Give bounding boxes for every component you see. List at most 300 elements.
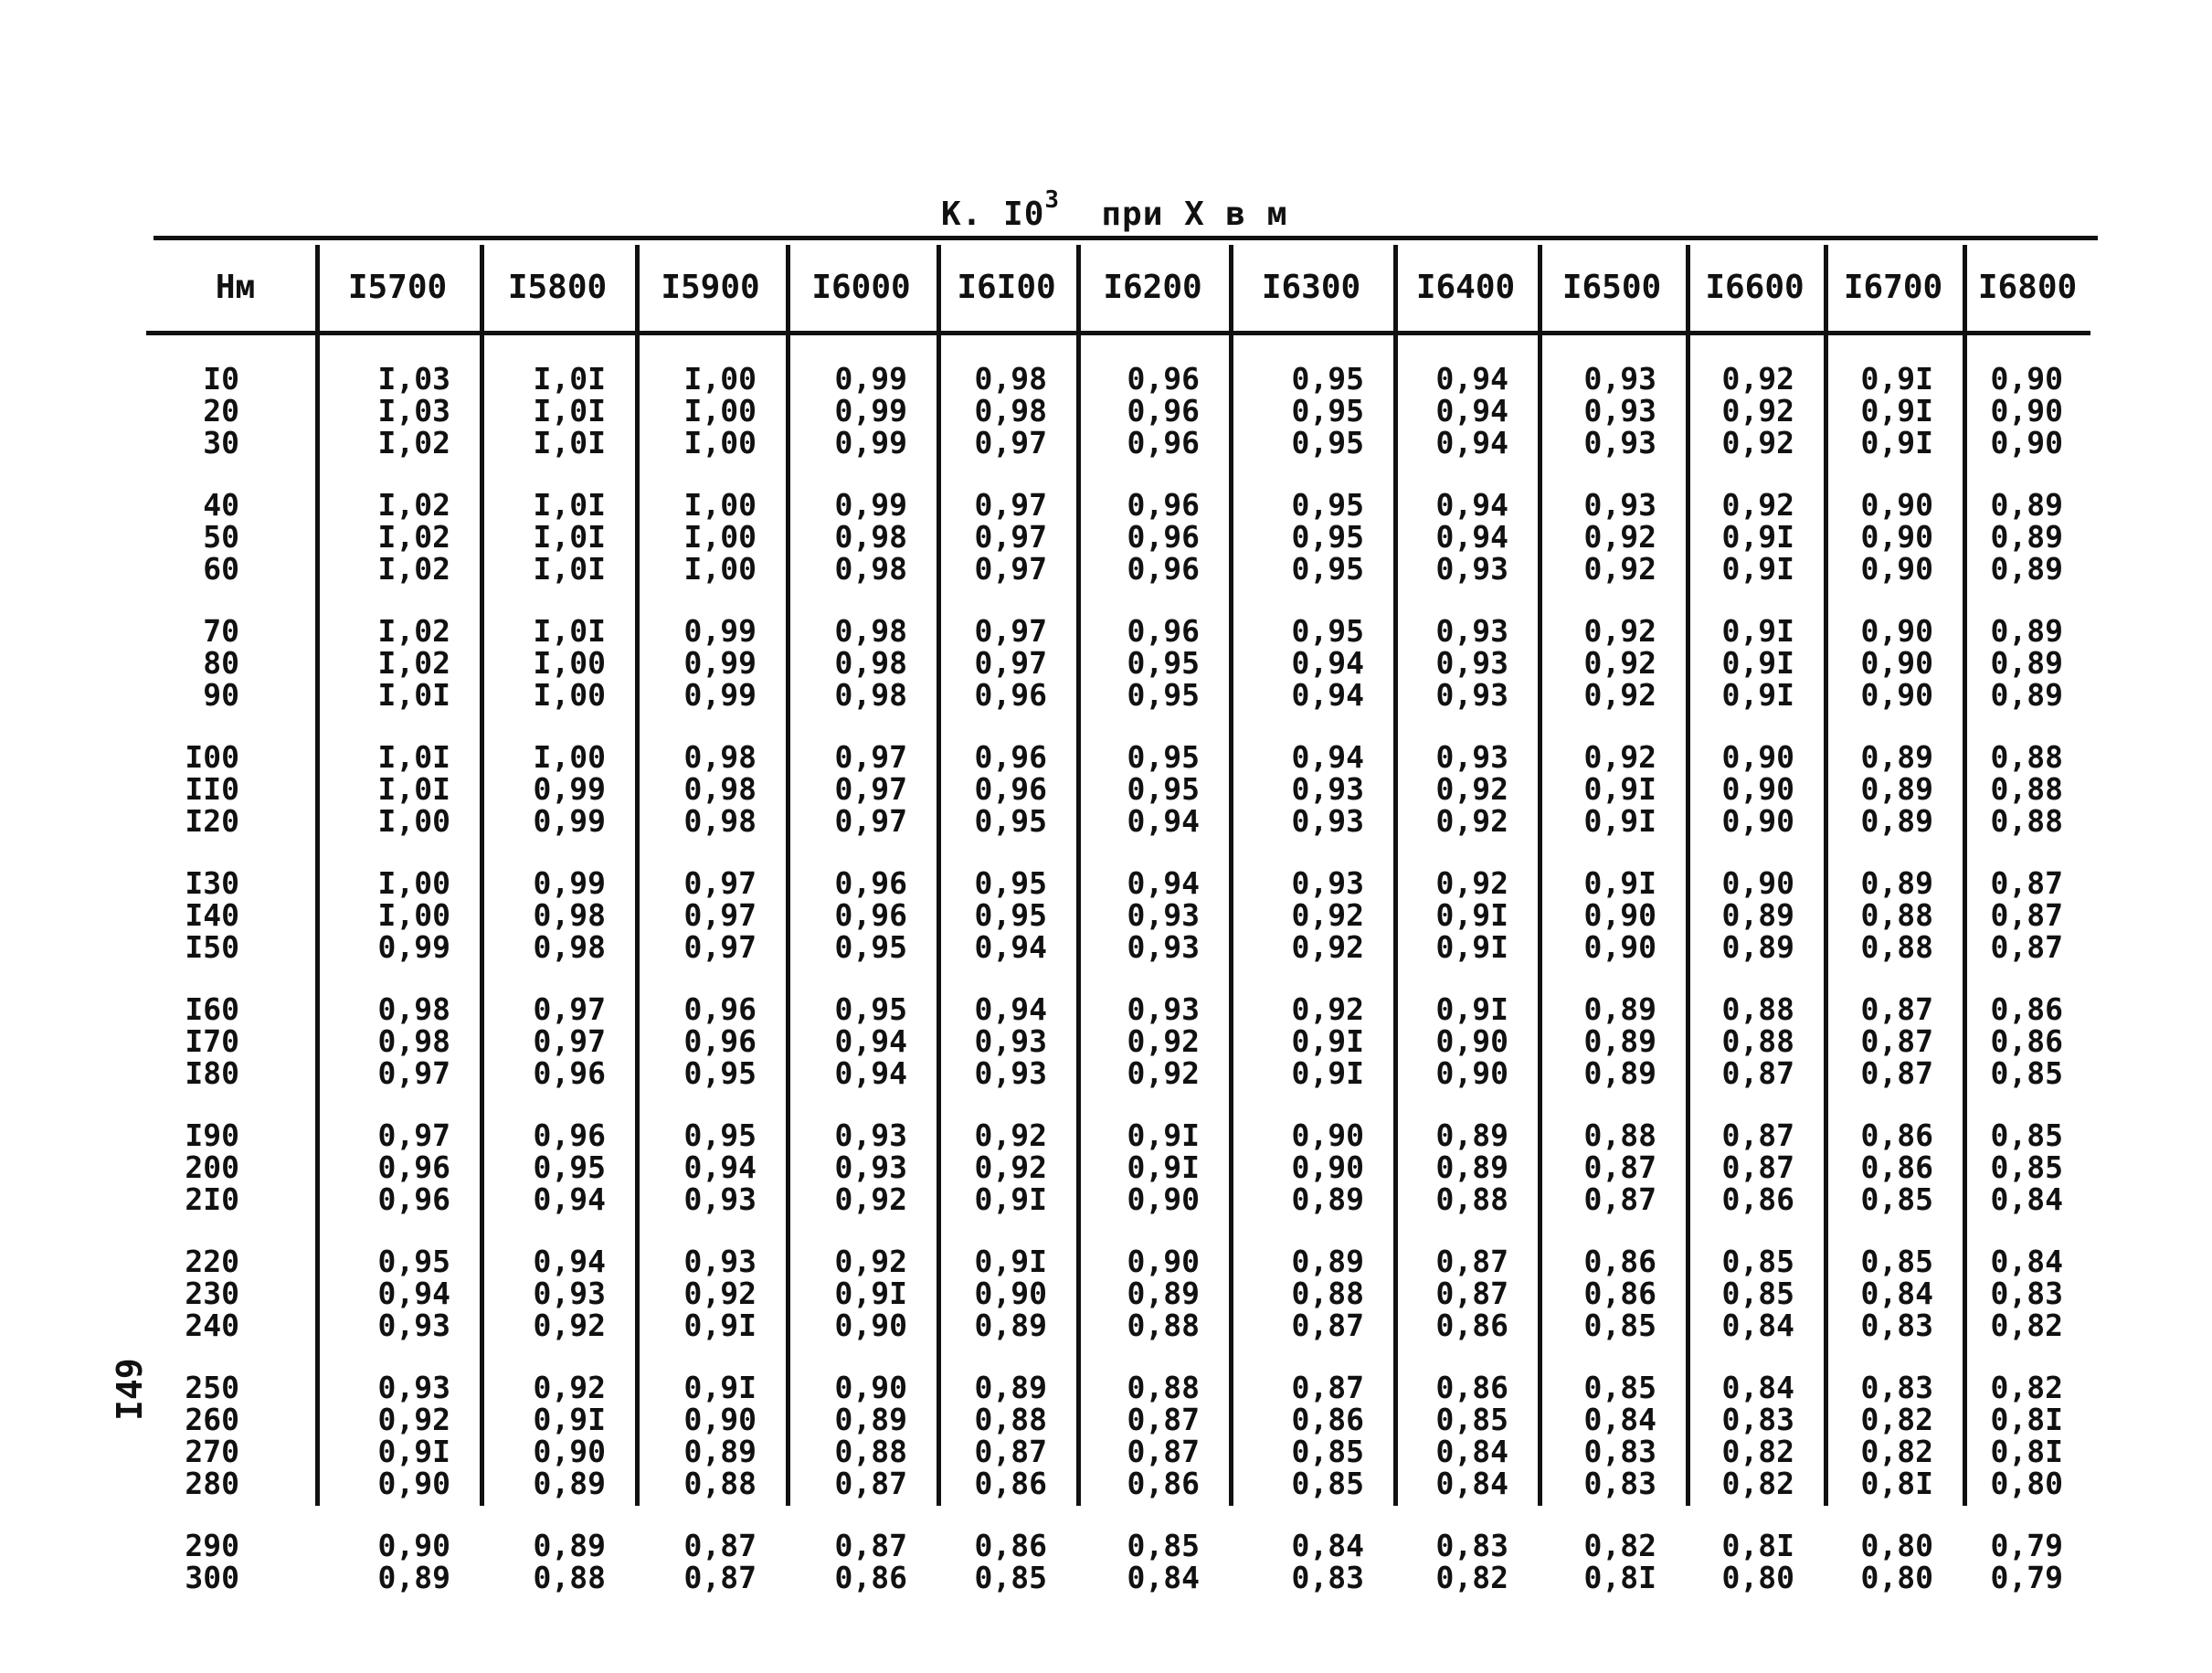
table-cell: 0,9I [1721, 677, 1794, 713]
table-cell: 0,89 [533, 1528, 606, 1563]
table-cell: 0,95 [1291, 551, 1364, 587]
table-cell: 0,84 [1721, 1308, 1794, 1343]
table-cell: 0,95 [834, 929, 907, 965]
table-cell: 0,93 [1583, 487, 1656, 523]
table-cell: 0,98 [377, 1023, 450, 1059]
table-cell: I,02 [377, 613, 450, 649]
table-cell: 0,87 [1990, 929, 2063, 965]
table-cell: 0,90 [1860, 645, 1933, 681]
table-cell: 0,97 [974, 551, 1047, 587]
table-cell: 0,79 [1990, 1560, 2063, 1595]
table-cell: I,0I [533, 425, 606, 461]
table-cell: 0,86 [1721, 1181, 1794, 1217]
table-cell: 0,96 [377, 1181, 450, 1217]
column-header: I6800 [1977, 269, 2078, 306]
table-cell: 0,93 [834, 1149, 907, 1185]
table-cell: 0,95 [1127, 677, 1200, 713]
row-height-label: 290 [185, 1528, 239, 1563]
table-cell: 0,8I [1583, 1560, 1656, 1595]
table-cell: 0,83 [1860, 1370, 1933, 1405]
table-cell: 0,90 [1990, 393, 2063, 429]
table-cell: 0,92 [1291, 929, 1364, 965]
table-cell: I,00 [683, 487, 757, 523]
table-cell: 0,82 [1583, 1528, 1656, 1563]
table-cell: 0,95 [683, 1117, 757, 1153]
table-cell: 0,93 [834, 1117, 907, 1153]
table-cell: 0,93 [974, 1023, 1047, 1059]
table-cell: 0,90 [1127, 1244, 1200, 1279]
table-cell: I,0I [533, 361, 606, 397]
table-cell: 0,86 [974, 1466, 1047, 1501]
row-height-label: 60 [203, 551, 239, 587]
table-cell: 0,97 [974, 613, 1047, 649]
table-cell: 0,85 [1435, 1402, 1508, 1437]
row-height-label: 90 [203, 677, 239, 713]
row-height-label: I80 [185, 1055, 239, 1091]
table-cell: 0,99 [533, 803, 606, 839]
table-cell: 0,92 [377, 1402, 450, 1437]
row-height-label: I40 [185, 897, 239, 933]
row-height-label: 40 [203, 487, 239, 523]
row-height-label: 260 [185, 1402, 239, 1437]
table-cell: 0,99 [683, 645, 757, 681]
table-cell: I,03 [377, 361, 450, 397]
table-cell: 0,92 [1721, 487, 1794, 523]
table-cell: 0,9I [683, 1370, 757, 1405]
table-cell: 0,96 [377, 1149, 450, 1185]
table-cell: 0,90 [1860, 487, 1933, 523]
table-cell: 0,93 [1435, 613, 1508, 649]
table-cell: 0,87 [974, 1434, 1047, 1469]
table-cell: 0,94 [1127, 803, 1200, 839]
table-cell: 0,79 [1990, 1528, 2063, 1563]
table-cell: I,00 [533, 739, 606, 775]
table-cell: 0,86 [1435, 1370, 1508, 1405]
table-cell: 0,97 [834, 739, 907, 775]
table-cell: I,00 [683, 425, 757, 461]
table-cell: 0,90 [1583, 929, 1656, 965]
table-cell: 0,89 [1990, 677, 2063, 713]
table-cell: 0,95 [533, 1149, 606, 1185]
table-cell: 0,89 [1583, 1055, 1656, 1091]
table-cell: 0,98 [683, 771, 757, 807]
row-height-label: I60 [185, 991, 239, 1027]
table-cell: 0,90 [1721, 739, 1794, 775]
table-cell: 0,92 [834, 1244, 907, 1279]
table-cell: 0,9I [1127, 1149, 1200, 1185]
table-cell: 0,90 [1721, 865, 1794, 901]
table-cell: 0,93 [974, 1055, 1047, 1091]
table-cell: I,02 [377, 519, 450, 555]
table-cell: 0,87 [1721, 1055, 1794, 1091]
table-cell: 0,96 [683, 1023, 757, 1059]
table-cell: 0,9I [1435, 897, 1508, 933]
table-cell: I,02 [377, 645, 450, 681]
table-cell: I,0I [533, 613, 606, 649]
table-cell: 0,86 [1127, 1466, 1200, 1501]
caption-suffix: при X в м [1060, 196, 1288, 233]
table-cell: 0,98 [533, 897, 606, 933]
table-cell: 0,93 [1435, 739, 1508, 775]
table-cell: 0,86 [1860, 1117, 1933, 1153]
table-cell: 0,80 [1721, 1560, 1794, 1595]
table-cell: 0,92 [1435, 771, 1508, 807]
table-cell: 0,89 [1721, 897, 1794, 933]
table-cell: I,00 [377, 803, 450, 839]
table-cell: 0,90 [1990, 425, 2063, 461]
table-cell: 0,92 [1583, 551, 1656, 587]
table-cell: 0,89 [1860, 803, 1933, 839]
table-cell: 0,88 [1583, 1117, 1656, 1153]
table-cell: 0,90 [1860, 519, 1933, 555]
table-cell: 0,88 [1990, 803, 2063, 839]
table-cell: I,00 [683, 551, 757, 587]
table-cell: 0,94 [377, 1276, 450, 1311]
table-cell: 0,92 [1291, 991, 1364, 1027]
table-cell: 0,85 [1721, 1276, 1794, 1311]
table-cell: 0,89 [1127, 1276, 1200, 1311]
table-cell: 0,9I [1291, 1055, 1364, 1091]
table-cell: 0,96 [683, 991, 757, 1027]
table-cell: 0,82 [1721, 1434, 1794, 1469]
table-cell: 0,84 [1291, 1528, 1364, 1563]
table-cell: 0,8I [1990, 1402, 2063, 1437]
table-cell: 0,97 [377, 1055, 450, 1091]
table-cell: 0,80 [1860, 1560, 1933, 1595]
table-cell: 0,94 [834, 1023, 907, 1059]
table-cell: 0,96 [533, 1055, 606, 1091]
table-cell: 0,93 [533, 1276, 606, 1311]
table-cell: 0,89 [834, 1402, 907, 1437]
table-cell: 0,89 [1990, 487, 2063, 523]
table-cell: 0,85 [1860, 1181, 1933, 1217]
table-cell: 0,92 [533, 1370, 606, 1405]
table-cell: 0,90 [1127, 1181, 1200, 1217]
table-cell: 0,9I [1583, 771, 1656, 807]
table-cell: 0,88 [1721, 1023, 1794, 1059]
table-cell: 0,88 [1127, 1370, 1200, 1405]
row-height-label: 250 [185, 1370, 239, 1405]
caption-exponent: 3 [1044, 186, 1061, 214]
table-cell: 0,87 [1860, 1023, 1933, 1059]
table-cell: 0,87 [1435, 1244, 1508, 1279]
table-cell: 0,88 [1435, 1181, 1508, 1217]
table-cell: 0,95 [974, 897, 1047, 933]
table-cell: 0,90 [1583, 897, 1656, 933]
table-cell: 0,92 [1583, 645, 1656, 681]
table-cell: 0,90 [834, 1370, 907, 1405]
table-cell: 0,95 [834, 991, 907, 1027]
table-cell: 0,93 [1435, 645, 1508, 681]
table-cell: 0,93 [683, 1244, 757, 1279]
table-cell: 0,94 [683, 1149, 757, 1185]
table-cell: 0,83 [1860, 1308, 1933, 1343]
table-cell: 0,80 [1990, 1466, 2063, 1501]
table-cell: 0,88 [683, 1466, 757, 1501]
table-cell: I,00 [533, 645, 606, 681]
table-cell: 0,87 [1127, 1434, 1200, 1469]
table-cell: I,02 [377, 551, 450, 587]
table-caption [941, 186, 1288, 233]
table-cell: 0,9I [1435, 991, 1508, 1027]
table-cell: 0,90 [377, 1466, 450, 1501]
table-cell: 0,90 [377, 1528, 450, 1563]
table-cell: 0,92 [1721, 393, 1794, 429]
row-height-label: I20 [185, 803, 239, 839]
table-top-rule [153, 236, 2098, 240]
table-cell: 0,98 [974, 361, 1047, 397]
table-cell: 0,92 [1435, 803, 1508, 839]
table-cell: 0,9I [974, 1244, 1047, 1279]
table-cell: I,0I [533, 487, 606, 523]
table-cell: 0,88 [1291, 1276, 1364, 1311]
table-cell: 0,98 [834, 645, 907, 681]
table-cell: I,0I [377, 677, 450, 713]
column-header: I6I00 [957, 269, 1056, 306]
table-cell: 0,82 [1435, 1560, 1508, 1595]
table-cell: 0,95 [1291, 487, 1364, 523]
table-cell: 0,9I [974, 1181, 1047, 1217]
table-cell: 0,93 [1291, 803, 1364, 839]
table-cell: 0,93 [1435, 677, 1508, 713]
table-cell: 0,9I [1721, 645, 1794, 681]
table-cell: I,0I [533, 393, 606, 429]
table-cell: 0,99 [834, 425, 907, 461]
table-cell: 0,9I [377, 1434, 450, 1469]
table-cell: 0,9I [1721, 519, 1794, 555]
table-cell: 0,90 [1860, 677, 1933, 713]
table-cell: 0,89 [1291, 1181, 1364, 1217]
table-cell: 0,9I [1860, 393, 1933, 429]
table-cell: 0,96 [1127, 487, 1200, 523]
table-cell: 0,97 [683, 865, 757, 901]
table-cell: 0,97 [974, 519, 1047, 555]
column-header: I5800 [507, 269, 608, 306]
table-cell: 0,98 [533, 929, 606, 965]
table-cell: 0,98 [834, 551, 907, 587]
table-cell: 0,95 [1291, 613, 1364, 649]
table-cell: 0,95 [1291, 393, 1364, 429]
row-height-label: 220 [185, 1244, 239, 1279]
table-cell: 0,82 [1860, 1434, 1933, 1469]
table-cell: 0,93 [377, 1308, 450, 1343]
table-cell: 0,83 [1435, 1528, 1508, 1563]
row-height-label: II0 [185, 771, 239, 807]
table-cell: 0,90 [1291, 1149, 1364, 1185]
table-cell: 0,90 [1291, 1117, 1364, 1153]
table-cell: 0,84 [1990, 1244, 2063, 1279]
table-cell: I,0I [377, 771, 450, 807]
table-cell: I,02 [377, 425, 450, 461]
table-cell: 0,84 [1435, 1434, 1508, 1469]
table-cell: 0,89 [974, 1308, 1047, 1343]
table-cell: 0,83 [1990, 1276, 2063, 1311]
row-height-label: 270 [185, 1434, 239, 1469]
table-cell: 0,99 [377, 929, 450, 965]
table-cell: 0,99 [533, 771, 606, 807]
table-cell: 0,85 [1990, 1055, 2063, 1091]
table-cell: I,00 [377, 897, 450, 933]
column-header: I6300 [1261, 269, 1361, 306]
page-number: I49 [110, 1358, 150, 1421]
table-cell: 0,94 [974, 929, 1047, 965]
table-cell: 0,96 [1127, 519, 1200, 555]
table-cell: 0,94 [1127, 865, 1200, 901]
table-cell: I,0I [533, 519, 606, 555]
table-cell: 0,82 [1990, 1308, 2063, 1343]
table-cell: 0,93 [1127, 991, 1200, 1027]
table-cell: 0,87 [1860, 1055, 1933, 1091]
table-cell: 0,95 [1291, 425, 1364, 461]
table-cell: 0,88 [974, 1402, 1047, 1437]
table-cell: 0,9I [1583, 803, 1656, 839]
table-cell: 0,87 [1291, 1370, 1364, 1405]
table-cell: 0,84 [1583, 1402, 1656, 1437]
table-cell: 0,92 [1127, 1023, 1200, 1059]
row-height-label: 200 [185, 1149, 239, 1185]
table-cell: 0,88 [1990, 739, 2063, 775]
table-cell: 0,95 [1127, 645, 1200, 681]
table-cell: 0,90 [834, 1308, 907, 1343]
table-cell: 0,94 [1291, 677, 1364, 713]
table-cell: 0,97 [377, 1117, 450, 1153]
row-height-label: 50 [203, 519, 239, 555]
table-cell: 0,85 [1583, 1308, 1656, 1343]
table-cell: 0,94 [1291, 645, 1364, 681]
row-height-label: I70 [185, 1023, 239, 1059]
table-cell: 0,87 [683, 1528, 757, 1563]
table-cell: 0,96 [1127, 551, 1200, 587]
table-cell: 0,9I [1435, 929, 1508, 965]
table-cell: 0,83 [1583, 1434, 1656, 1469]
table-cell: 0,90 [1860, 613, 1933, 649]
table-cell: 0,93 [1583, 393, 1656, 429]
table-cell: 0,87 [1291, 1308, 1364, 1343]
table-cell: 0,95 [683, 1055, 757, 1091]
table-cell: 0,98 [377, 991, 450, 1027]
table-cell: 0,9I [834, 1276, 907, 1311]
table-cell: 0,89 [1721, 929, 1794, 965]
row-height-label: I0 [203, 361, 239, 397]
table-cell: 0,97 [533, 1023, 606, 1059]
table-cell: 0,92 [1583, 519, 1656, 555]
table-cell: 0,86 [1583, 1244, 1656, 1279]
table-cell: 0,80 [1860, 1528, 1933, 1563]
table-cell: 0,85 [1990, 1117, 2063, 1153]
table-cell: 0,96 [834, 897, 907, 933]
row-height-label: 230 [185, 1276, 239, 1311]
table-cell: 0,88 [1127, 1308, 1200, 1343]
table-cell: I,0I [377, 739, 450, 775]
row-height-label: I90 [185, 1117, 239, 1153]
table-cell: 0,89 [1860, 771, 1933, 807]
table-cell: 0,97 [683, 929, 757, 965]
table-cell: 0,98 [834, 519, 907, 555]
table-cell: I,00 [683, 519, 757, 555]
table-cell: 0,89 [377, 1560, 450, 1595]
table-cell: 0,96 [974, 771, 1047, 807]
table-cell: 0,88 [1990, 771, 2063, 807]
table-cell: 0,8I [1860, 1466, 1933, 1501]
table-cell: 0,95 [1291, 361, 1364, 397]
table-cell: 0,92 [1583, 677, 1656, 713]
table-cell: 0,89 [1990, 613, 2063, 649]
table-cell: 0,85 [1127, 1528, 1200, 1563]
table-cell: 0,92 [1435, 865, 1508, 901]
table-cell: 0,9I [1721, 613, 1794, 649]
table-cell: 0,89 [1990, 551, 2063, 587]
table-cell: 0,85 [974, 1560, 1047, 1595]
table-cell: 0,92 [1127, 1055, 1200, 1091]
table-cell: 0,93 [1127, 897, 1200, 933]
table-cell: 0,93 [1127, 929, 1200, 965]
table-cell: 0,86 [1435, 1308, 1508, 1343]
table-cell: 0,94 [1435, 425, 1508, 461]
table-cell: 0,9I [1127, 1117, 1200, 1153]
column-header: I6600 [1705, 269, 1805, 306]
table-cell: I,02 [377, 487, 450, 523]
table-cell: 0,95 [1127, 739, 1200, 775]
row-height-label: I30 [185, 865, 239, 901]
table-cell: 0,94 [1435, 393, 1508, 429]
table-cell: 0,92 [533, 1308, 606, 1343]
table-cell: 0,90 [1721, 771, 1794, 807]
table-cell: 0,92 [974, 1117, 1047, 1153]
table-cell: 0,95 [377, 1244, 450, 1279]
table-cell: 0,99 [834, 361, 907, 397]
table-cell: 0,96 [974, 739, 1047, 775]
column-header: I6400 [1415, 269, 1516, 306]
row-height-label: 240 [185, 1308, 239, 1343]
table-cell: 0,87 [683, 1560, 757, 1595]
table-cell: 0,93 [1583, 425, 1656, 461]
table-cell: 0,87 [834, 1528, 907, 1563]
table-cell: 0,95 [1127, 771, 1200, 807]
table-cell: 0,89 [1583, 1023, 1656, 1059]
table-cell: 0,97 [974, 487, 1047, 523]
table-cell: I,00 [533, 677, 606, 713]
table-cell: 0,85 [1990, 1149, 2063, 1185]
table-cell: 0,88 [1721, 991, 1794, 1027]
table-cell: 0,9I [533, 1402, 606, 1437]
table-cell: 0,89 [1860, 865, 1933, 901]
table-cell: 0,84 [1990, 1181, 2063, 1217]
table-cell: 0,82 [1860, 1402, 1933, 1437]
table-cell: 0,87 [1583, 1181, 1656, 1217]
table-cell: 0,86 [1291, 1402, 1364, 1437]
table-cell: 0,93 [1291, 771, 1364, 807]
table-cell: 0,99 [533, 865, 606, 901]
table-cell: 0,93 [683, 1181, 757, 1217]
column-header: I5900 [661, 269, 760, 306]
table-cell: 0,85 [1721, 1244, 1794, 1279]
table-cell: 0,9I [1860, 425, 1933, 461]
table-cell: 0,87 [1127, 1402, 1200, 1437]
table-cell: 0,96 [1127, 613, 1200, 649]
table-cell: 0,96 [1127, 425, 1200, 461]
table-cell: 0,89 [1990, 645, 2063, 681]
table-cell: 0,9I [1291, 1023, 1364, 1059]
table-cell: 0,92 [834, 1181, 907, 1217]
table-cell: 0,90 [1435, 1023, 1508, 1059]
table-cell: 0,89 [1990, 519, 2063, 555]
table-cell: 0,99 [834, 393, 907, 429]
table-cell: 0,93 [1435, 551, 1508, 587]
table-cell: 0,99 [683, 677, 757, 713]
table-cell: 0,84 [1127, 1560, 1200, 1595]
table-cell: 0,98 [683, 803, 757, 839]
table-cell: 0,96 [533, 1117, 606, 1153]
